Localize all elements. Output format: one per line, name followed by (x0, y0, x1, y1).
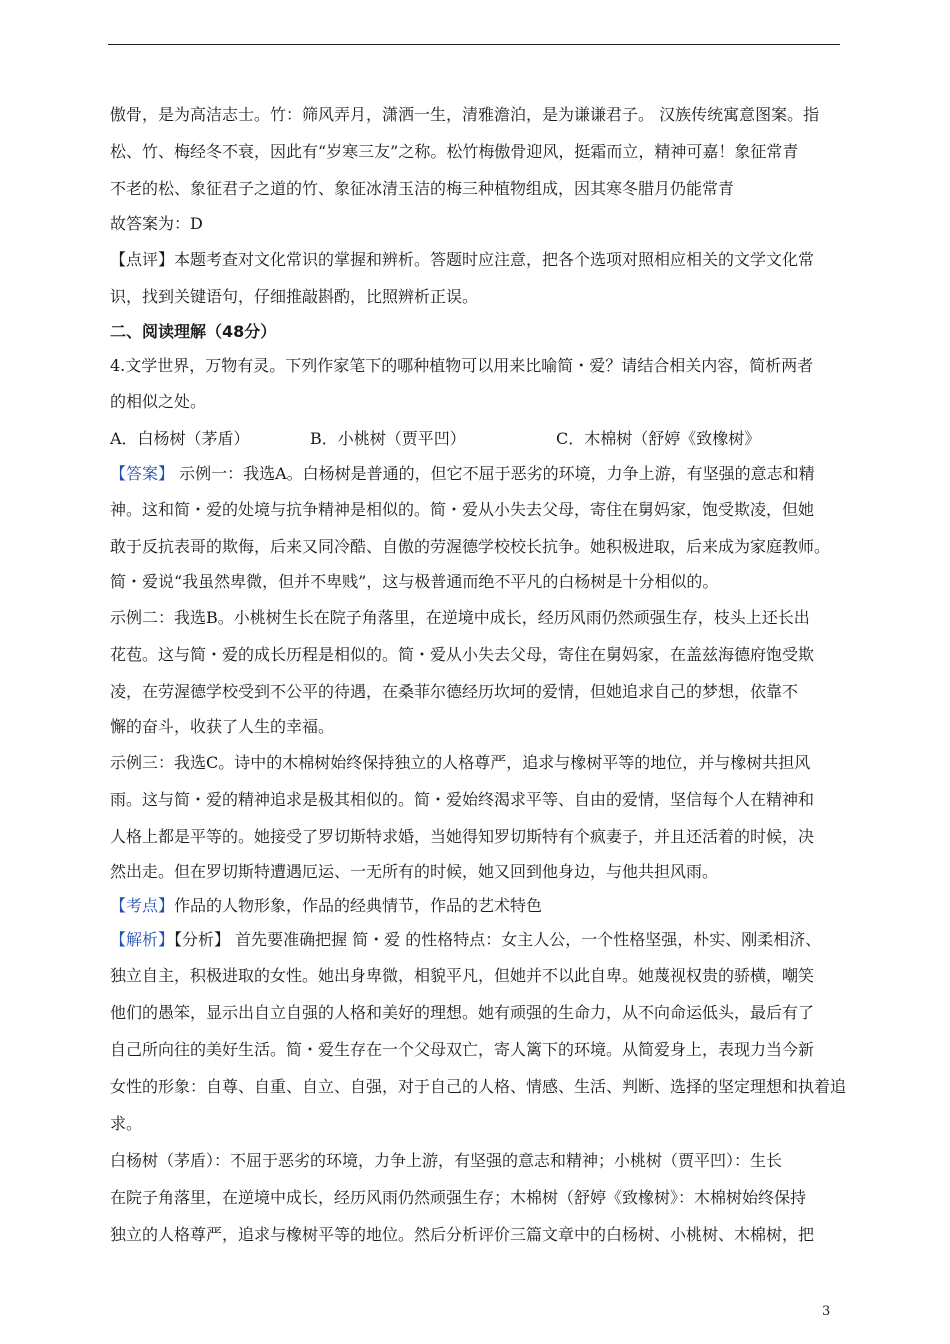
analysis-line: 独立自主，积极进取的女性。她出身卑微，相貌平凡，但她并不以此自卑。她蔑视权贵的骄横，嘲笑 (110, 966, 815, 985)
jiexi-tag: 【解析】 (110, 930, 175, 949)
answer-line: 故答案为：D (110, 214, 203, 233)
answer-line: 敢于反抗表哥的欺侮，后来又同冷酷、自傲的劳渥德学校校长抗争。她积极进取，后来成为家庭教师。 (110, 537, 831, 556)
text-line: 不老的松、象征君子之道的竹、象征冰清玉洁的梅三种植物组成，因其寒冬腊月仍能常青 (110, 179, 735, 198)
option-a: A．白杨树（茅盾） (110, 429, 250, 448)
analysis-line: 白杨树（茅盾）：不屈于恶劣的环境，力争上游，有坚强的意志和精神；小桃树（贾平凹）：生长 (110, 1151, 783, 1170)
kaodian-line (110, 889, 850, 923)
analysis-line: 在院子角落里，在逆境中成长，经历风雨仍然顽强生存；木棉树（舒婷《致橡树》：木棉树始终保持 (110, 1188, 807, 1207)
header-rule (108, 44, 840, 45)
answer-line: 神。这和简・爱的处境与抗争精神是相似的。简・爱从小失去父母，寄住在舅妈家，饱受欺凌，但她 (110, 500, 815, 519)
question-line: 的相似之处。 (110, 392, 207, 411)
answer-line: 懈的奋斗，收获了人生的幸福。 (110, 717, 335, 736)
option-c: C．木棉树（舒婷《致橡树》 (556, 429, 761, 448)
answer-line: 花苞。这与简・爱的成长历程是相似的。简・爱从小失去父母，寄住在舅妈家，在盖兹海德府饱受欺 (110, 645, 815, 664)
analysis-line: 独立的人格尊严，追求与橡树平等的地位。然后分析评价三篇文章中的白杨树、小桃树、木棉树，把 (110, 1225, 815, 1244)
answer-line: 示例三：我选C。诗中的木棉树始终保持独立的人格尊严，追求与橡树平等的地位，并与橡树共担风 (110, 753, 811, 772)
analysis-line (110, 923, 850, 957)
analysis-line: 求。 (110, 1114, 143, 1133)
answer-line: 凌，在劳渥德学校受到不公平的待遇，在桑菲尔德经历坎坷的爱情，但她追求自己的梦想，依靠不 (110, 682, 799, 701)
analysis-line: 女性的形象：自尊、自重、自立、自强，对于自己的人格、情感、生活、判断、选择的坚定理想和执着追 (110, 1077, 847, 1096)
answer-line: 示例二：我选B。小桃树生长在院子角落里，在逆境中成长，经历风雨仍然顽强生存，枝头上还长出 (110, 608, 810, 627)
page-number: 3 (822, 1304, 831, 1319)
answer-line (110, 457, 850, 491)
text-line: 松、竹、梅经冬不衰，因此有“岁寒三友”之称。松竹梅傲骨迎风，挺霜而立，精神可嘉！象征常青 (110, 142, 799, 161)
analysis-line: 他们的愚笨，显示出自立自强的人格和美好的理想。她有顽强的生命力，从不向命运低头，最后有了 (110, 1003, 815, 1022)
text-line: 傲骨，是为高洁志士。竹：筛风弄月，潇洒一生，清雅澹泊，是为谦谦君子。 汉族传统寓意图案。指 (110, 105, 820, 124)
answer-line: 简・爱说“我虽然卑微，但并不卑贱”，这与极普通而绝不平凡的白杨树是十分相似的。 (110, 572, 719, 591)
analysis-line: 自己所向往的美好生活。简・爱生存在一个父母双亡，寄人篱下的环境。从简爱身上，表现力当今新 (110, 1040, 815, 1059)
answer-line: 然出走。但在罗切斯特遭遇厄运、一无所有的时候，她又回到他身边，与他共担风雨。 (110, 862, 719, 881)
kaodian-tag: 【考点】 (110, 896, 175, 915)
answer-line: 人格上都是平等的。她接受了罗切斯特求婚，当她得知罗切斯特有个疯妻子，并且还活着的时候，决 (110, 827, 815, 846)
section-heading: 二、阅读理解（48分） (110, 322, 277, 341)
comment-line: 【点评】本题考查对文化常识的掌握和辨析。答题时应注意，把各个选项对照相应相关的文学文化常 (110, 250, 815, 269)
answer-line: 雨。这与简・爱的精神追求是极其相似的。简・爱始终渴求平等、自由的爱情，坚信每个人在精神和 (110, 790, 815, 809)
options-row (110, 420, 850, 457)
document-body (110, 96, 850, 1253)
comment-line: 识，找到关键语句，仔细推敲斟酌，比照辨析正误。 (110, 287, 479, 306)
option-b: B．小桃树（贾平凹） (310, 429, 466, 448)
answer-tag: 【答案】 (110, 464, 175, 483)
question-line: 4.文学世界，万物有灵。下列作家笔下的哪种植物可以用来比喻简・爱？请结合相关内容，简析两者 (110, 356, 814, 375)
analysis-text: 【分析】 首先要准确把握 简・爱 的性格特点：女主人公，一个性格坚强，朴实、刚柔相济、 (174, 930, 822, 949)
kaodian-text: 作品的人物形象，作品的经典情节，作品的艺术特色 (174, 896, 543, 915)
answer-text: 示例一：我选A。白杨树是普通的，但它不屈于恶劣的环境，力争上游，有坚强的意志和精 (174, 464, 815, 483)
